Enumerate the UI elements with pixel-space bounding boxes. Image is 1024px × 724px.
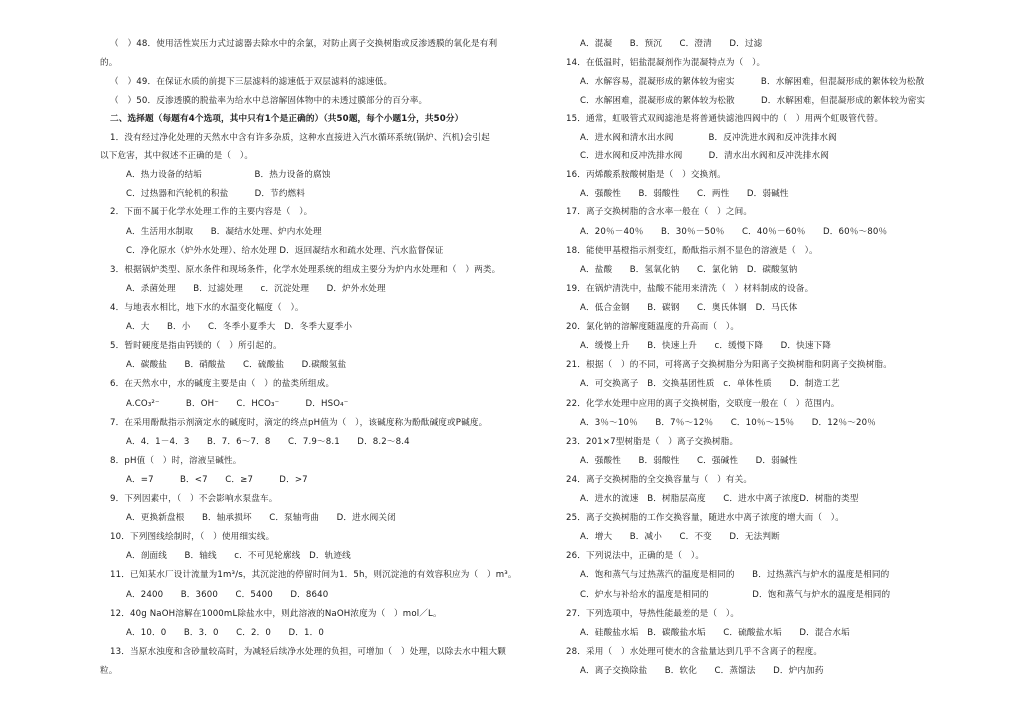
answer-options: A．碳酸盐 B．硝酸盐 C．硫酸盐 D.碳酸氢盐: [126, 360, 347, 370]
answer-options: A．混凝 B．预沉 C．澄清 D．过滤: [580, 39, 763, 49]
question-text: 28．采用（ ）水处理可使水的含盐量达到几乎不含离子的程度。: [566, 647, 823, 657]
answer-options: C．水解困难，混凝形成的絮体较为松散 D．水解困难，但混凝形成的絮体较为密实: [580, 96, 926, 106]
question-text: （ ）50．反渗透膜的脱盐率为给水中总溶解固体物中的未透过膜部分的百分率。: [110, 96, 428, 106]
question-text: 4．与地表水相比，地下水的水温变化幅度（ ）。: [110, 303, 304, 313]
answer-options: A．硅酸盐水垢 B．碳酸盐水垢 C．硫酸盐水垢 D．混合水垢: [580, 628, 850, 638]
question-text: 20．氯化钠的溶解度随温度的升高而（ ）。: [566, 322, 740, 332]
question-text: 23．201×7型树脂是（ ）离子交换树脂。: [566, 437, 739, 447]
question-text: 以下危害，其中叙述不正确的是（ ）。: [100, 151, 254, 161]
question-text: 26．下列说法中，正确的是（ ）。: [566, 551, 705, 561]
question-text: 21．根据（ ）的不同，可将离子交换树脂分为阳离子交换树脂和阴离子交换树脂。: [566, 360, 893, 370]
answer-options: A.CO₃²⁻ B．OH⁻ C．HCO₃⁻ D．HSO₄⁻: [126, 399, 349, 409]
answer-options: A．更换新盘根 B．轴承损坏 C．泵轴弯曲 D．进水阀关闭: [126, 513, 396, 523]
answer-options: A．缓慢上升 B．快速上升 c．缓慢下降 D．快速下降: [580, 341, 832, 351]
answer-options: A．10．0 B．3．0 C．2．0 D．1．0: [126, 628, 324, 638]
question-text: 22．化学水处理中应用的离子交换树脂，交联度一般在（ ）范围内。: [566, 399, 840, 409]
question-text: 3．根据锅炉类型、原水条件和现场条件，化学水处理系统的组成主要分为炉内水处理和（ ）两类。: [110, 265, 501, 275]
answer-options: A．20％－40％ B．30％－50％ C．40％－60％ D．60％～80％: [580, 227, 888, 237]
answer-options: A．2400 B．3600 C．5400 D．8640: [126, 590, 329, 600]
answer-options: A．增大 B．减小 C．不变 D．无法判断: [580, 532, 780, 542]
question-text: 9．下列因素中，（ ）不会影响水泵盘车。: [110, 494, 278, 504]
question-text: 11．已知某水厂设计流量为1m³/s，其沉淀池的停留时间为1．5h，则沉淀池的有效容积应为（ ）m³。: [110, 570, 517, 580]
answer-options: A．盐酸 B．氢氧化钠 C．氯化钠 D．碳酸氢钠: [580, 265, 798, 275]
answer-options: A．低合金钢 B．碳钢 C．奥氏体钢 D．马氏体: [580, 303, 798, 313]
answer-options: A．3％～10％ B．7％～12％ C．10％～15％ D．12％～20％: [580, 418, 877, 428]
answer-options: A．进水的流速 B．树脂层高度 C．进水中离子浓度D．树脂的类型: [580, 494, 859, 504]
answer-options: A．杀菌处理 B．过滤处理 c．沉淀处理 D．炉外水处理: [126, 284, 386, 294]
answer-options: A．强酸性 B．弱酸性 C．强碱性 D．弱碱性: [580, 456, 798, 466]
answer-options: A．大 B．小 C．冬季小夏季大 D．冬季大夏季小: [126, 322, 353, 332]
question-text: 27．下列选项中，导热性能最差的是（ ）。: [566, 609, 740, 619]
answer-options: C．炉水与补给水的温度是相同的 D．饱和蒸气与炉水的温度是相同的: [580, 590, 891, 600]
question-text: 13．当原水浊度和含砂量较高时，为减轻后续净水处理的负担，可增加（ ）处理，以除去水中粗大颗: [110, 647, 506, 657]
question-text: 5．暂时硬度是指由钙镁的（ ）所引起的。: [110, 341, 282, 351]
answer-options: A．饱和蒸气与过热蒸汽的温度是相同的 B．过热蒸汽与炉水的温度是相同的: [580, 570, 890, 580]
answer-options: A．离子交换除盐 B．软化 C．蒸馏法 D．炉内加药: [580, 666, 824, 676]
answer-options: A．进水阀和清水出水阀 B．反冲洗进水阀和反冲洗排水阀: [580, 133, 837, 143]
question-text: 7．在采用酚酞指示剂滴定水的碱度时，滴定的终点pH值为（ ），该碱度称为酚酞碱度或P碱度。: [110, 418, 488, 428]
answer-options: A．4．1－4．3 B．7．6～7．8 C．7.9～8.1 D．8.2～8.4: [126, 437, 410, 447]
question-text: 10．下列图线绘制时，（ ）使用细实线。: [110, 532, 275, 542]
answer-options: A．可交换离子 B．交换基团性质 c．单体性质 D．制造工艺: [580, 379, 840, 389]
question-text: 18．能使甲基橙指示剂变红，酚酞指示剂不显色的溶液是（ ）。: [566, 246, 818, 256]
answer-options: C．进水阀和反冲洗排水阀 D．清水出水阀和反冲洗排水阀: [580, 151, 830, 161]
question-text: 15．通常，虹吸管式双阀滤池是将普通快滤池四阀中的（ ）用两个虹吸管代替。: [566, 114, 884, 124]
answer-options: C．过热器和汽轮机的积盐 D．节约燃料: [126, 189, 306, 199]
question-text: 19．在锅炉清洗中，盐酸不能用来清洗（ ）材料制成的设备。: [566, 284, 814, 294]
question-text: 25．离子交换树脂的工作交换容量，随进水中离子浓度的增大而（ ）。: [566, 513, 844, 523]
answer-options: A．生活用水制取 B．凝结水处理、炉内水处理: [126, 227, 322, 237]
question-text: 2．下面不属于化学水处理工作的主要内容是（ ）。: [110, 207, 313, 217]
question-text: 6．在天然水中，水的碱度主要是由（ ）的盐类所组成。: [110, 379, 335, 389]
question-text: 8．pH值（ ）时，溶液呈碱性。: [110, 456, 242, 466]
question-text: 16．丙烯酸系胺酸树脂是（ ）交换剂。: [566, 170, 726, 180]
question-text: 的。: [100, 58, 118, 68]
question-text: 14．在低温时，铝盐混凝剂作为混凝特点为（ ）。: [566, 58, 766, 68]
question-text: 1．没有经过净化处理的天然水中含有许多杂质，这种水直接进入汽水循环系统(锅炉、汽机)会引起: [110, 133, 490, 143]
answer-options: A．剖面线 B．轴线 c．不可见轮廓线 D．轨迹线: [126, 551, 351, 561]
question-text: （ ）48．使用活性炭压力式过滤器去除水中的余氯，对防止离子交换树脂或反渗透膜的氧化是有利: [110, 39, 498, 49]
question-text: 17．离子交换树脂的含水率一般在（ ）之间。: [566, 207, 753, 217]
answer-options: A．水解容易，混凝形成的絮体较为密实 B．水解困难，但混凝形成的絮体较为松散: [580, 77, 925, 87]
section-heading: 二、选择题（每题有4个选项，其中只有1个是正确的）（共50题，每个小题1分，共50分）: [110, 114, 464, 124]
answer-options: A．强酸性 B．弱酸性 C．两性 D．弱碱性: [580, 189, 789, 199]
answer-options: A．=7 B．<7 C．≥7 D．>7: [126, 475, 308, 485]
answer-options: A．热力设备的结垢 B．热力设备的腐蚀: [126, 170, 331, 180]
answer-options: C．净化原水（炉外水处理）、给水处理 D．返回凝结水和疏水处理、汽水监督保证: [126, 246, 444, 256]
question-text: 12．40g NaOH溶解在1000mL除盐水中，则此溶液的NaOH浓度为（ ）mol／L。: [110, 609, 442, 619]
question-text: 24．离子交换树脂的全交换容量与（ ）有关。: [566, 475, 753, 485]
question-text: （ ）49．在保证水质的前提下三层滤料的滤速低于双层滤料的滤速低。: [110, 77, 393, 87]
question-text: 粒。: [100, 666, 118, 676]
